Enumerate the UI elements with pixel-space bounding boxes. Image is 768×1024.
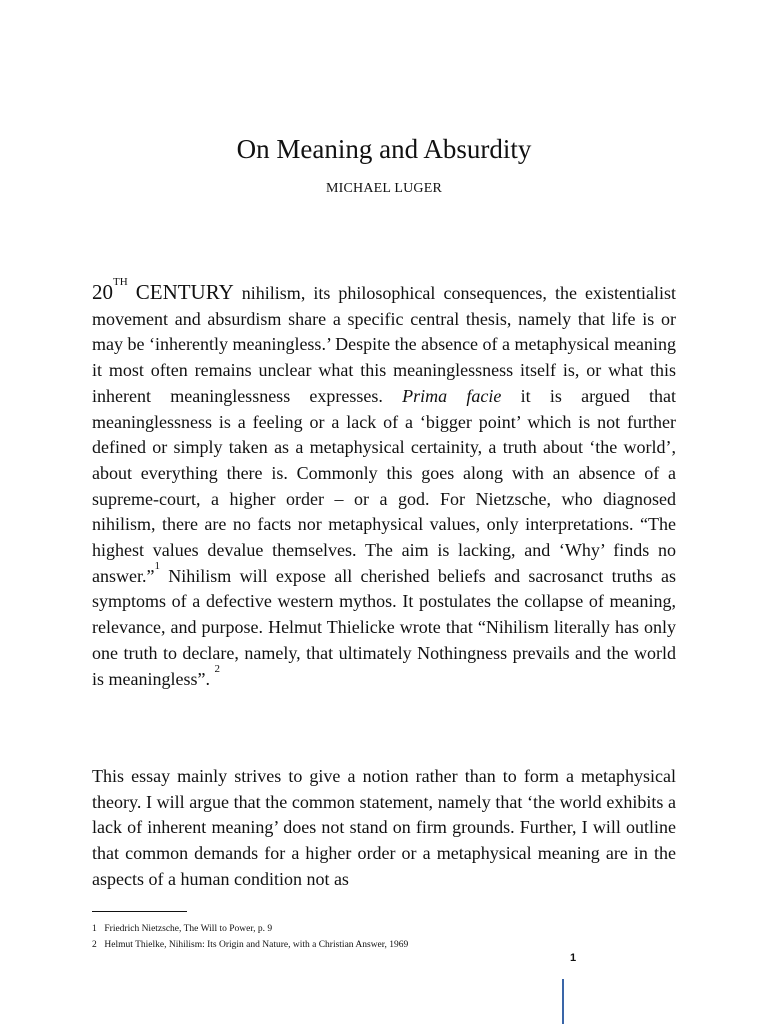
lead-word: CENTURY [135,280,234,304]
paragraph-1-text-b: it is argued that meaninglessness is a feeling or a lack of a ‘bigger point’ which is not further defined or simply taken as a metaphysical certainity, a truth about ‘the world’, about everything there is. Commonly this goes along with an absence of a supreme-court, a higher order – or a god. For Nietzsche, who diagnosed nihilism, there are no facts nor metaphysical values, only interpretations. “The highest values devalue themselves. The aim is lacking, and ‘Why’ finds no answer.” [92,385,676,586]
page-number: 1 [570,952,577,964]
paragraph-1-text-c: Nihilism will expose all cherished beliefs and sacrosanct truths as symptoms of a defective western mythos. It postulates the collapse of meaning, relevance, and purpose. Helmut Thielicke wrote that “Nihilism literally has only one truth to declare, namely, that ultimately Nothingness prevails and the world is meaningless”. [92,565,676,689]
paragraph-1-text-a: nihilism, its philosophical consequences, the existentialist movement and absurdism share a specific central thesis, namely that life is or may be ‘inherently meaningless.’ Despite the absence of a metaphysical meaning it most often remains unclear what this meaninglessness itself is, or what this inherent meaninglessness expresses. [92,283,677,406]
page-number-bar [562,979,564,1024]
footnote-2 [92,937,676,953]
body-paragraph-2: This essay mainly strives to give a notion rather than to form a metaphysical theory. I will argue that the common statement, namely that ‘the world exhibits a lack of inherent meaning’ does not stand on firm grounds. Further, I will outline that common demands for a higher order or a metaphysical meaning are in the aspects of a human condition not as [92,766,676,889]
footnote-number: 2 [92,940,97,950]
footnotes-section [92,921,676,953]
document-author: MICHAEL LUGER [325,181,442,196]
document-title: On Meaning and Absurdity [236,134,532,164]
footnote-ref-1[interactable]: 1 [154,559,160,572]
body-paragraph-1 [92,276,677,692]
footnote-1 [92,921,676,937]
footnote-text: Helmut Thielke, Nihilism: Its Origin and Nature, with a Christian Answer, 1969 [104,940,409,950]
lead-superscript: TH [113,276,128,288]
footnote-number: 1 [92,924,97,934]
lead-number: 20 [92,280,113,304]
italic-phrase: Prima facie [402,385,502,406]
footnote-ref-2[interactable]: 2 [214,662,220,675]
footnote-divider [92,911,187,912]
footnote-text: Friedrich Nietzsche, The Will to Power, p. 9 [104,924,273,934]
